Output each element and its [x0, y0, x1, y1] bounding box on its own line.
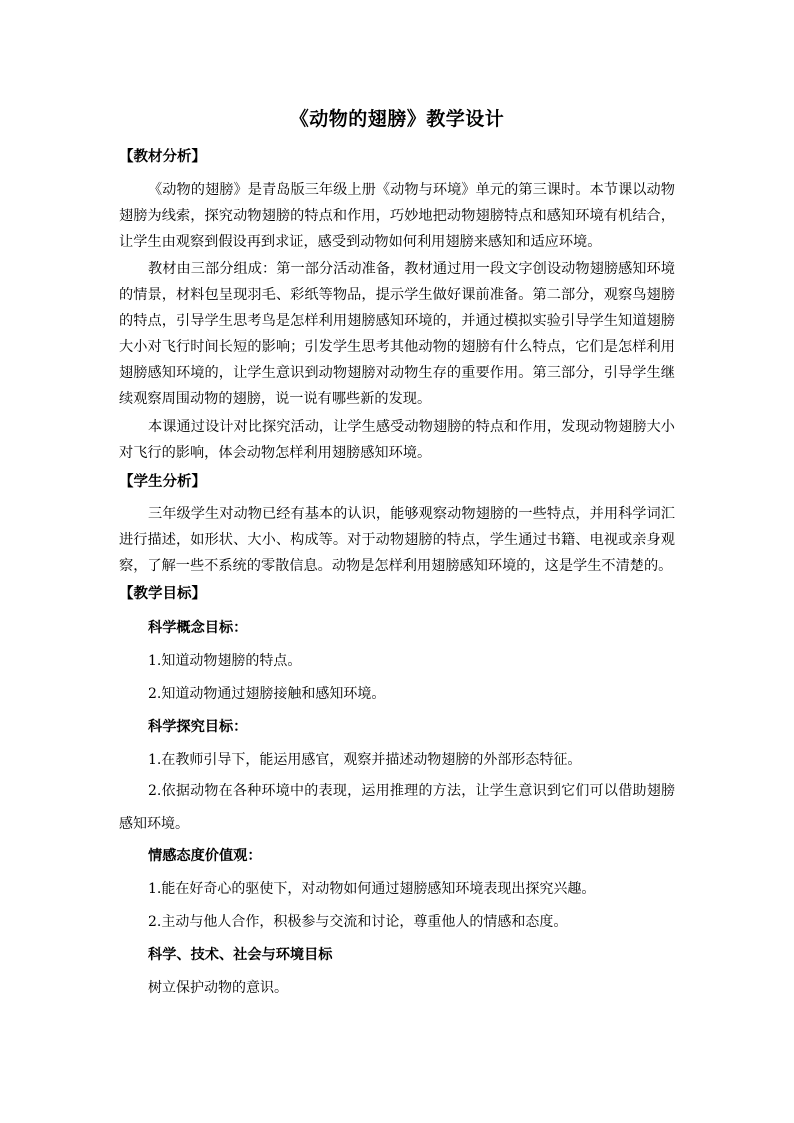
subheading-sts-goals: 科学、技术、社会与环境目标	[148, 947, 333, 963]
section-heading-material-analysis: 【教材分析】	[119, 148, 206, 165]
paragraph-material-analysis-3: 本课通过设计对比探究活动，让学生感受动物翅膀的特点和作用，发现动物翅膀大小对飞行的影响，体会动物怎样利用翅膀感知环境。	[119, 419, 675, 461]
section-heading-teaching-goals: 【教学目标】	[119, 585, 206, 602]
subheading-concept-goals: 科学概念目标：	[148, 620, 248, 636]
attitude-goal-item-2: 2.主动与他人合作，积极参与交流和讨论，尊重他人的情感和态度。	[148, 914, 568, 930]
attitude-goal-item-1: 1.能在好奇心的驱使下，对动物如何通过翅膀感知环境表现出探究兴趣。	[148, 881, 596, 897]
document-title: 《动物的翅膀》教学设计	[289, 108, 505, 130]
section-heading-student-analysis: 【学生分析】	[119, 473, 206, 490]
paragraph-student-analysis-1: 三年级学生对动物已经有基本的认识，能够观察动物翅膀的一些特点，并用科学词汇进行描述，如形状、大小、构成等。对于动物翅膀的特点，学生通过书籍、电视或亲身观察，了解一些不系统的零散信息。动物是怎样利用翅膀感知环境的，这是学生不清楚的。	[119, 506, 675, 574]
paragraph-material-analysis-2: 教材由三部分组成：第一部分活动准备，教材通过用一段文字创设动物翅膀感知环境的情景，材料包呈现羽毛、彩纸等物品，提示学生做好课前准备。第二部分，观察鸟翅膀的特点，引导学生思考鸟是怎样利用翅膀感知环境的，并通过模拟实验引导学生知道翅膀大小对飞行时间长短的影响；引发学生思考其他动物的翅膀有什么特点，它们是怎样利用翅膀感知环境的，让学生意识到动物翅膀对动物生存的重要作用。第三部分，引导学生继续观察周围动物的翅膀，说一说有哪些新的发现。	[119, 261, 675, 407]
subheading-inquiry-goals: 科学探究目标：	[148, 719, 248, 735]
concept-goal-item-2: 2.知道动物通过翅膀接触和感知环境。	[148, 686, 386, 702]
inquiry-goal-item-1: 1.在教师引导下，能运用感官，观察并描述动物翅膀的外部形态特征。	[148, 752, 582, 768]
sts-goal-item-1: 树立保护动物的意识。	[148, 980, 288, 996]
concept-goal-item-1: 1.知道动物翅膀的特点。	[148, 653, 302, 669]
subheading-attitude-goals: 情感态度价值观：	[148, 848, 262, 864]
inquiry-goal-item-2: 2.依据动物在各种环境中的表现，运用推理的方法，让学生意识到它们可以借助翅膀感知环境。	[119, 783, 675, 832]
paragraph-material-analysis-1: 《动物的翅膀》是青岛版三年级上册《动物与环境》单元的第三课时。本节课以动物翅膀为线索，探究动物翅膀的特点和作用，巧妙地把动物翅膀特点和感知环境有机结合，让学生由观察到假设再到求证，感受到动物如何利用翅膀来感知和适应环境。	[119, 182, 675, 250]
